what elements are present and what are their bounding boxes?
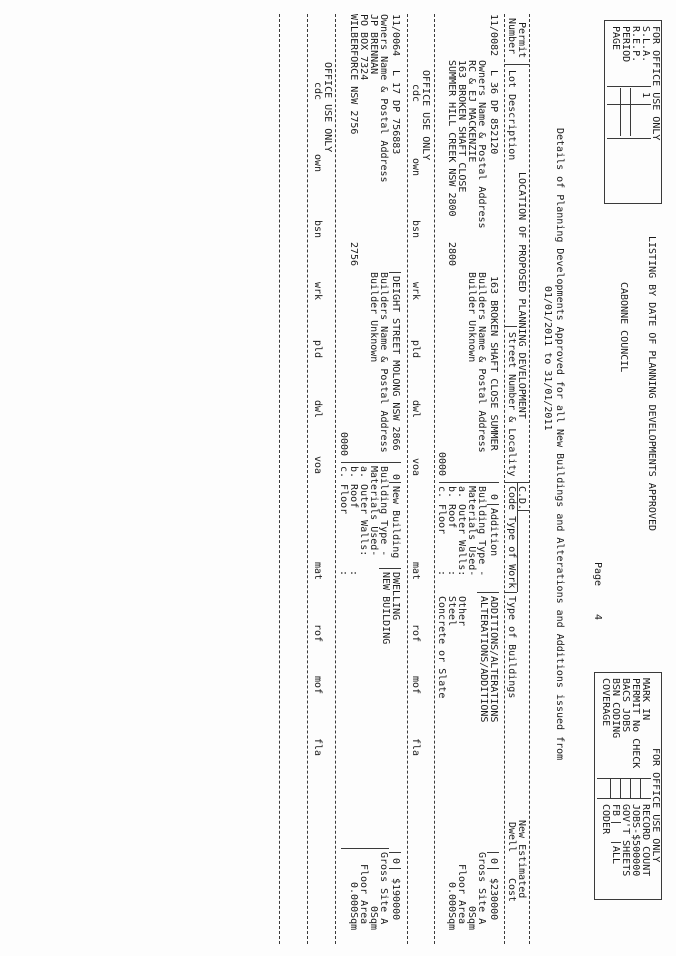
col-new-estimated: New Estimated — [516, 820, 527, 899]
record-site-label: Gross Site A — [378, 852, 389, 925]
record-owner-line: 163 BROKEN SHAFT CLOSE — [456, 60, 467, 193]
record-owner-line: SUMMER HILL CREEK NSW 2800 — [446, 60, 457, 217]
col-type-buildings: Type of Buildings — [506, 596, 517, 699]
record-work-type: Addition — [488, 508, 499, 557]
record-owner-label: Owners Name & Postal Address — [476, 60, 487, 229]
record-permit-number: 11/0082 — [488, 14, 499, 57]
office-right-fb: FB — [610, 804, 621, 817]
office-code-own: own — [312, 154, 323, 173]
office-code-cdc: cdc — [410, 84, 421, 103]
office-right-jobs-500000: JOBS-$500000 — [630, 804, 641, 877]
record-cd-code: 0 — [390, 474, 401, 481]
record-type-buildings-sub: ALTERATIONS/ADDITIONS — [478, 596, 489, 723]
office-use-label: OFFICE USE ONLY — [420, 70, 431, 161]
record-floor-label: Floor Area — [456, 864, 467, 925]
record-materials-label: Materials Used- — [466, 486, 477, 577]
office-left-sla-value: 1 — [640, 92, 651, 99]
office-left-row-sla: S.L.A. — [640, 26, 651, 63]
record-cost: $190000 — [390, 878, 401, 921]
office-right-record-count: RECORD COUNT — [640, 804, 651, 877]
record-mat-value: Steel — [446, 596, 457, 627]
office-right-govt-sheets: GOV'T SHEETS — [620, 804, 631, 877]
record-lot: L 36 DP 852120 — [488, 70, 499, 155]
record-floor-value: 0.000Sqm — [348, 882, 359, 931]
record-cost: $230000 — [488, 878, 499, 921]
record-builder-name: Builder Unknown — [368, 272, 379, 363]
record-mat-value: Concrete or Slate — [436, 596, 447, 699]
office-code-fla: fla — [410, 738, 421, 757]
record-type-buildings-sub: NEW BUILDING — [380, 572, 391, 645]
office-code-bsn: bsn — [312, 220, 323, 239]
col-number: Number — [506, 18, 517, 55]
office-right-coder: CODER — [600, 804, 611, 835]
office-right-bacs-jobs: BACS JOBS — [620, 678, 631, 733]
record-mat-label: c. Floor — [338, 466, 349, 515]
record-mat-colon: : — [338, 570, 349, 577]
report-details: Details of Planning Developments Approved for all New Buildings and Alterations and Additions issued from — [554, 128, 565, 761]
record-builder-postcode: 0000 — [436, 452, 447, 477]
col-permit: Permit — [516, 22, 527, 59]
record-work-type: New Building — [390, 486, 401, 559]
record-owner-postcode: 2756 — [348, 242, 359, 267]
office-use-left-title: FOR OFFICE USE ONLY — [650, 26, 661, 141]
office-code-cdc: cdc — [312, 82, 323, 101]
council-name: CABONNE COUNCIL — [618, 282, 629, 373]
office-code-mat: mat — [312, 562, 323, 581]
office-code-pld: pld — [312, 340, 323, 359]
office-code-wrk: wrk — [410, 282, 421, 301]
record-builder-name: Builder Unknown — [466, 272, 477, 363]
record-mat-value: Other — [456, 596, 467, 627]
record-owner-label: Owners Name & Postal Address — [378, 14, 389, 183]
office-code-voa: voa — [312, 456, 323, 475]
office-code-rof: rof — [312, 624, 323, 643]
col-location: LOCATION OF PROPOSED PLANNING DEVELOPMENT — [516, 172, 527, 419]
office-code-mof: mof — [410, 676, 421, 695]
record-street: 163 BROKEN SHAFT CLOSE SUMMER — [488, 276, 499, 451]
office-code-mof: mof — [312, 676, 323, 695]
office-right-mark-in: MARK IN — [640, 678, 651, 721]
record-builder-label: Builders Name & Postal Address — [378, 272, 389, 453]
col-dwell: Dwell — [506, 822, 517, 853]
record-owner-line: RC & EJ MACKENZIE — [466, 60, 477, 163]
record-mat-label: b. Roof — [446, 486, 457, 529]
office-code-mat: mat — [410, 562, 421, 581]
record-building-type-label: Building Type - — [476, 486, 487, 577]
col-lot-description: Lot Description — [506, 70, 517, 161]
office-right-permit-check: PERMIT No CHECK — [630, 678, 641, 769]
office-code-dwl: dwl — [410, 400, 421, 419]
office-code-pld: pld — [410, 340, 421, 359]
record-owner-postcode: 2800 — [446, 242, 457, 267]
record-building-type-label: Building Type - — [378, 466, 389, 557]
office-right-bsn-coding: BSN CODING — [610, 678, 621, 739]
office-code-wrk: wrk — [312, 282, 323, 301]
record-mat-label: a. Outer Walls: — [456, 486, 467, 577]
record-dwell: 0 — [488, 858, 499, 865]
record-builder-postcode: 0000 — [338, 432, 349, 457]
record-site-label: Gross Site A — [476, 852, 487, 925]
record-cd-code: 0 — [488, 494, 499, 501]
record-type-buildings: DWELLING — [390, 572, 401, 621]
record-builder-label: Builders Name & Postal Address — [476, 272, 487, 453]
col-street: Street Number & Locality — [506, 332, 517, 477]
record-mat-label: a. Outer Walls: — [358, 466, 369, 557]
office-code-dwl: dwl — [312, 400, 323, 419]
record-site-value: 0Sqm — [368, 906, 379, 931]
record-mat-label: c. Floor — [436, 486, 447, 535]
office-left-row-rep: R.E.P. — [630, 26, 641, 63]
record-type-buildings: ADDITIONS/ALTERATIONS — [488, 596, 499, 723]
record-mat-colon: : — [446, 570, 457, 577]
record-mat-label: b. Roof — [348, 466, 359, 509]
record-floor-value: 0.000Sqm — [446, 882, 457, 931]
office-left-row-period: PERIOD — [620, 26, 631, 63]
office-use-right-title: FOR OFFICE USE ONLY — [650, 748, 661, 863]
record-lot: L 17 DP 756883 — [390, 70, 401, 155]
col-code-type: Code Type of Work — [506, 486, 517, 589]
office-code-bsn: bsn — [410, 220, 421, 239]
page-number: 4 — [592, 614, 603, 621]
record-street: DEIGHT STREET MOLONG NSW 2866 — [390, 276, 401, 451]
record-site-value: 0Sqm — [466, 906, 477, 931]
record-owner-line: JP BRENNAN — [368, 14, 379, 75]
record-floor-label: Floor Area — [358, 864, 369, 925]
office-use-label: OFFICE USE ONLY — [322, 62, 333, 153]
report-title: LISTING BY DATE OF PLANNING DEVELOPMENTS APPROVED — [646, 236, 657, 532]
record-mat-colon: : — [348, 570, 359, 577]
record-dwell: 0 — [390, 858, 401, 865]
page-label: Page — [592, 562, 603, 587]
office-code-own: own — [410, 158, 421, 177]
record-materials-label: Materials Used- — [368, 466, 379, 557]
office-code-fla: fla — [312, 738, 323, 757]
col-cost: Cost — [506, 878, 517, 903]
office-right-all: ALL — [610, 846, 621, 865]
record-mat-colon: : — [436, 570, 447, 577]
record-owner-line: WILBERFORCE NSW 2756 — [348, 14, 359, 135]
record-owner-line: PO BOX 7324 — [358, 14, 369, 81]
col-cd: C.D. — [516, 486, 527, 511]
office-left-row-page: PAGE — [610, 26, 621, 51]
date-range: 01/01/2011 to 31/01/2011 — [542, 286, 553, 431]
record-permit-number: 11/0064 — [390, 14, 401, 57]
office-right-coverage: COVERAGE — [600, 678, 611, 727]
office-code-voa: voa — [410, 458, 421, 477]
office-code-rof: rof — [410, 624, 421, 643]
